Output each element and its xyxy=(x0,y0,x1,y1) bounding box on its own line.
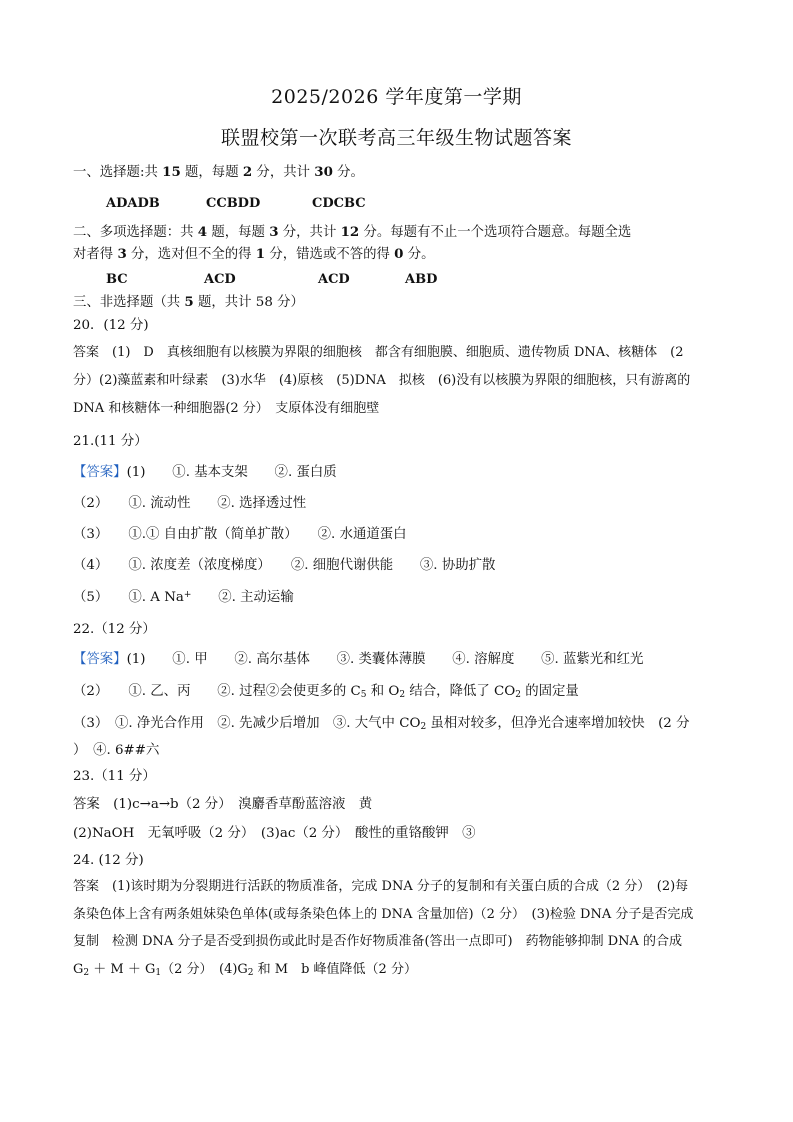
multi-answer-18: ACD xyxy=(318,272,350,287)
q24-title: 24. (12 分) xyxy=(73,853,144,868)
q22-answer-3: （3） ①. 净光合作用 ②. 先减少后增加 ③. 大气中 $CO_2$ 虽相对较多，但净光合速率增加较快 (2 分 xyxy=(73,716,690,732)
section2-heading-line2: 对者得 3 分，选对但不全的得 1 分，错选或不答的得 0 分。 xyxy=(73,246,435,262)
q24-answer-line3: 复制 检测 DNA 分子是否受到损伤或此时是否作好物质准备(答出一点即可) 药物能够抑制 DNA 的合成 xyxy=(73,934,683,949)
q21-answer-5: （5） ①. A Na+ ②. 主动运输 xyxy=(73,590,294,605)
q20-answer-line3: DNA 和核糖体一种细胞器(2 分） 支原体没有细胞壁 xyxy=(73,401,380,416)
q21-title: 21.(11 分） xyxy=(73,434,148,449)
exam-title: 联盟校第一次联考高三年级生物试题答案 xyxy=(220,127,572,149)
q24-answer-line1: 答案 (1)该时期为分裂期进行活跃的物质准备，完成 DNA 分子的复制和有关蛋白质的合成（2 分） (2)每 xyxy=(73,879,689,894)
q23-answer-1: 答案 (1)c→a→b（2 分） 溴麝香草酚蓝溶液 黄 xyxy=(73,797,373,812)
q20-title: 20．(12 分) xyxy=(73,318,149,333)
q22-answer-4: ） ④. 6##六 xyxy=(73,743,160,758)
multi-answer-19: ABD xyxy=(405,272,438,287)
section2-heading-line1: 二、多项选择题：共 4 题，每题 3 分，共计 12 分。每题有不止一个选项符合题意。每题全选 xyxy=(73,224,632,240)
answer-tag: 【答案】 xyxy=(73,465,127,480)
year-line: 2025/2026 学年度第一学期 xyxy=(271,86,522,108)
q21-answer-2: （2） ①. 流动性 ②. 选择透过性 xyxy=(73,496,307,511)
q21-answer-1: 【答案】(1) ①. 基本支架 ②. 蛋白质 xyxy=(73,465,337,480)
multi-answer-17: ACD xyxy=(204,272,236,287)
multi-answer-16: BC xyxy=(106,272,128,287)
mcq-answers-6-10: CCBDD xyxy=(206,196,261,211)
answer-tag: 【答案】 xyxy=(73,652,127,667)
q21-answer-4: （4） ①. 浓度差（浓度梯度） ②. 细胞代谢供能 ③. 协助扩散 xyxy=(73,558,496,573)
q20-answer-line1: 答案 (1) D 真核细胞有以核膜为界限的细胞核 都含有细胞膜、细胞质、遗传物质 DNA、核糖体 (2 xyxy=(73,345,684,360)
q22-title: 22.（12 分） xyxy=(73,622,156,637)
section1-heading: 一、选择题:共 15 题，每题 2 分，共计 30 分。 xyxy=(73,164,364,180)
q23-title: 23.（11 分） xyxy=(73,769,156,784)
q21-answer-3: （3） ①.① 自由扩散（简单扩散） ②. 水通道蛋白 xyxy=(73,527,407,542)
section3-heading: 三、非选择题（共 5 题，共计 58 分） xyxy=(73,294,304,310)
q24-answer-line4: $G_2 + M + G_1(2$ 分） $(4)G_2$ 和 M b 峰值降低（2 分） xyxy=(73,962,417,978)
mcq-answers-1-5: ADADB xyxy=(106,196,160,211)
q22-answer-2: （2） ①. 乙、丙 ②. 过程②会使更多的 $C_5$ 和 $O_2$ 结合，降低了 $CO_2$ 的固定量 xyxy=(73,684,579,700)
q20-answer-line2: 分）(2)藻蓝素和叶绿素 (3)水华 (4)原核 (5)DNA 拟核 (6)没有以核膜为界限的细胞核，只有游离的 xyxy=(73,373,691,388)
q22-answer-1: 【答案】(1) ①. 甲 ②. 高尔基体 ③. 类囊体薄膜 ④. 溶解度 ⑤. 蓝紫光和红光 xyxy=(73,652,644,667)
mcq-answers-11-15: CDCBC xyxy=(312,196,366,211)
q23-answer-2: (2)NaOH 无氧呼吸（2 分） (3)ac（2 分） 酸性的重铬酸钾 ③ xyxy=(73,826,476,841)
q24-answer-line2: 条染色体上含有两条姐妹染色单体(或每条染色体上的 DNA 含量加倍)（2 分） (3)检验 DNA 分子是否完成 xyxy=(73,907,694,922)
